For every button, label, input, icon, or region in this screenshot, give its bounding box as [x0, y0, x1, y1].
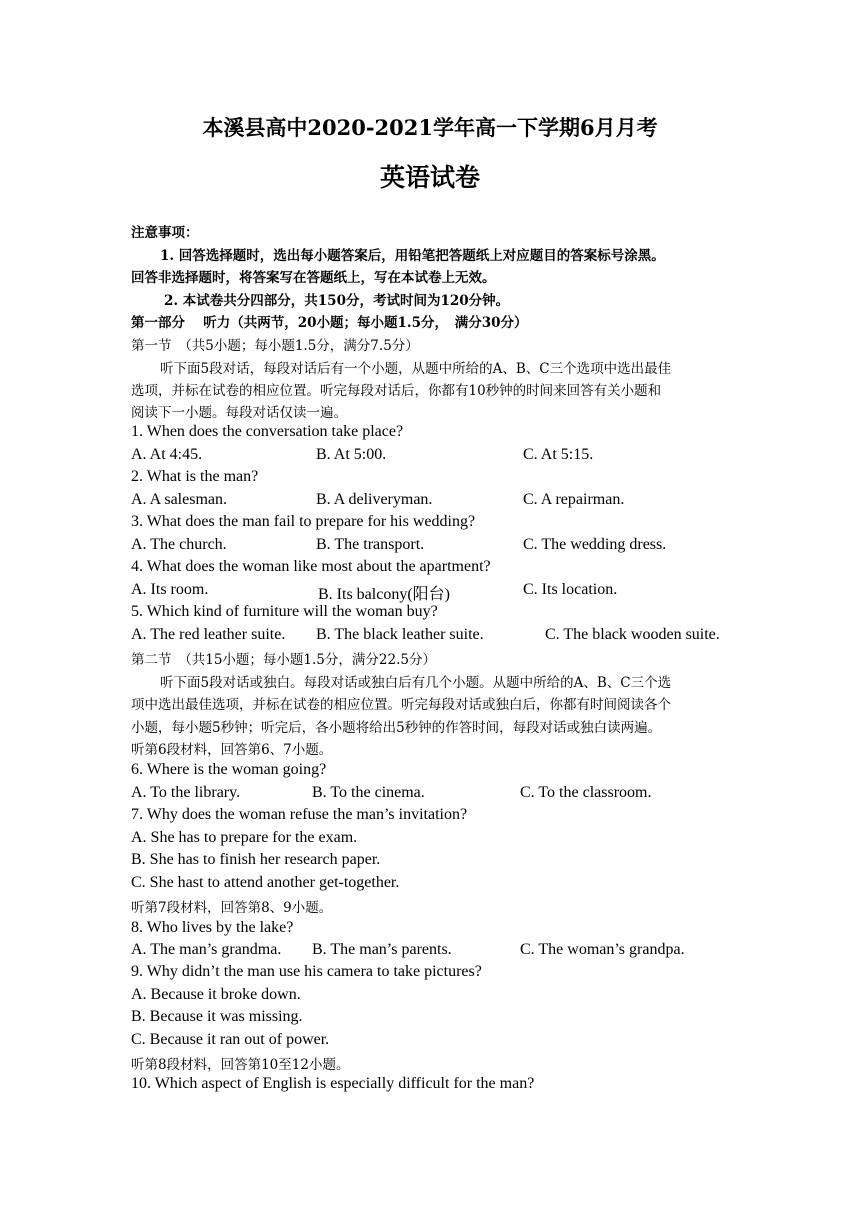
exam-subtitle: 英语试卷 — [379, 163, 480, 192]
option-b: B. A deliveryman. — [316, 491, 433, 508]
option-b: B. She has to finish her research paper. — [131, 851, 381, 868]
notice-item-1: 1. 回答选择题时，选出每小题答案后，用铅笔把答题纸上对应题目的答案标号涂黑。 — [160, 248, 665, 264]
question-9: 9. Why didn’t the man use his camera to take pictures? — [131, 963, 482, 980]
section1-heading: 第一节 （共5小题；每小题1.5分，满分7.5分） — [131, 338, 419, 354]
notice-item-1-cont: 回答非选择题时，将答案写在答题纸上，写在本试卷上无效。 — [131, 270, 496, 286]
question-8: 8. Who lives by the lake? — [131, 919, 294, 936]
question-10: 10. Which aspect of English is especially difficult for the man? — [131, 1075, 535, 1092]
part1-heading: 第一部分 听力（共两节，20小题；每小题1.5分， 满分30分） — [131, 315, 528, 331]
option-c: C. The woman’s grandpa. — [520, 941, 685, 958]
option-c: C. The black wooden suite. — [545, 626, 720, 643]
option-c: C. A repairman. — [523, 491, 625, 508]
option-b: B. To the cinema. — [312, 784, 425, 801]
option-b: B. The man’s parents. — [312, 941, 452, 958]
option-a: A. A salesman. — [131, 491, 227, 508]
question-4: 4. What does the woman like most about the apartment? — [131, 558, 491, 575]
option-b: B. At 5:00. — [316, 446, 387, 463]
material-6-note: 听第6段材料，回答第6、7小题。 — [131, 742, 333, 758]
option-c: C. The wedding dress. — [523, 536, 667, 553]
option-a: A. The man’s grandma. — [131, 941, 282, 958]
option-a: A. Because it broke down. — [131, 986, 301, 1003]
option-c: C. Because it ran out of power. — [131, 1031, 330, 1048]
option-b: B. The transport. — [316, 536, 425, 553]
question-6: 6. Where is the woman going? — [131, 761, 327, 778]
option-a: A. She has to prepare for the exam. — [131, 829, 358, 846]
section2-heading: 第二节 （共15小题；每小题1.5分，满分22.5分） — [131, 652, 436, 668]
option-c: C. Its location. — [523, 581, 618, 598]
question-2: 2. What is the man? — [131, 468, 259, 485]
section2-instruction-line: 听下面5段对话或独白。每段对话或独白后有几个小题。从题中所给的A、B、C三个选 — [160, 675, 672, 691]
section1-instruction-line: 选项，并标在试卷的相应位置。听完每段对话后，你都有10秒钟的时间来回答有关小题和 — [131, 383, 662, 399]
question-7: 7. Why does the woman refuse the man’s invitation? — [131, 806, 468, 823]
option-b: B. The black leather suite. — [316, 626, 484, 643]
option-a: A. Its room. — [131, 581, 209, 598]
notice-item-2: 2. 本试卷共分四部分，共150分，考试时间为120分钟。 — [164, 293, 510, 309]
question-3: 3. What does the man fail to prepare for his wedding? — [131, 513, 476, 530]
option-c: C. She hast to attend another get-together. — [131, 874, 400, 891]
option-a: A. The red leather suite. — [131, 626, 286, 643]
option-a: A. The church. — [131, 536, 227, 553]
section2-instruction-line: 小题，每小题5秒钟；听完后，各小题将给出5秒钟的作答时间，每段对话或独白读两遍。 — [131, 720, 662, 736]
option-a: A. At 4:45. — [131, 446, 203, 463]
option-c: C. At 5:15. — [523, 446, 594, 463]
material-8-note: 听第8段材料，回答第10至12小题。 — [131, 1057, 350, 1073]
option-c: C. To the classroom. — [520, 784, 652, 801]
section1-instruction-line: 听下面5段对话，每段对话后有一个小题，从题中所给的A、B、C三个选项中选出最佳 — [160, 361, 672, 377]
question-5: 5. Which kind of furniture will the woman buy? — [131, 603, 438, 620]
exam-title: 本溪县高中2020-2021学年高一下学期6月月考 — [202, 115, 658, 140]
option-b: B. Its balcony(阳台) — [318, 586, 450, 603]
notice-heading: 注意事项： — [131, 225, 199, 241]
option-b: B. Because it was missing. — [131, 1008, 303, 1025]
section2-instruction-line: 项中选出最佳选项，并标在试卷的相应位置。听完每段对话或独白后，你都有时间阅读各个 — [131, 697, 671, 713]
section1-instruction-line: 阅读下一小题。每段对话仅读一遍。 — [131, 405, 347, 421]
option-a: A. To the library. — [131, 784, 241, 801]
question-1: 1. When does the conversation take place? — [131, 423, 404, 440]
material-7-note: 听第7段材料，回答第8、9小题。 — [131, 900, 333, 916]
